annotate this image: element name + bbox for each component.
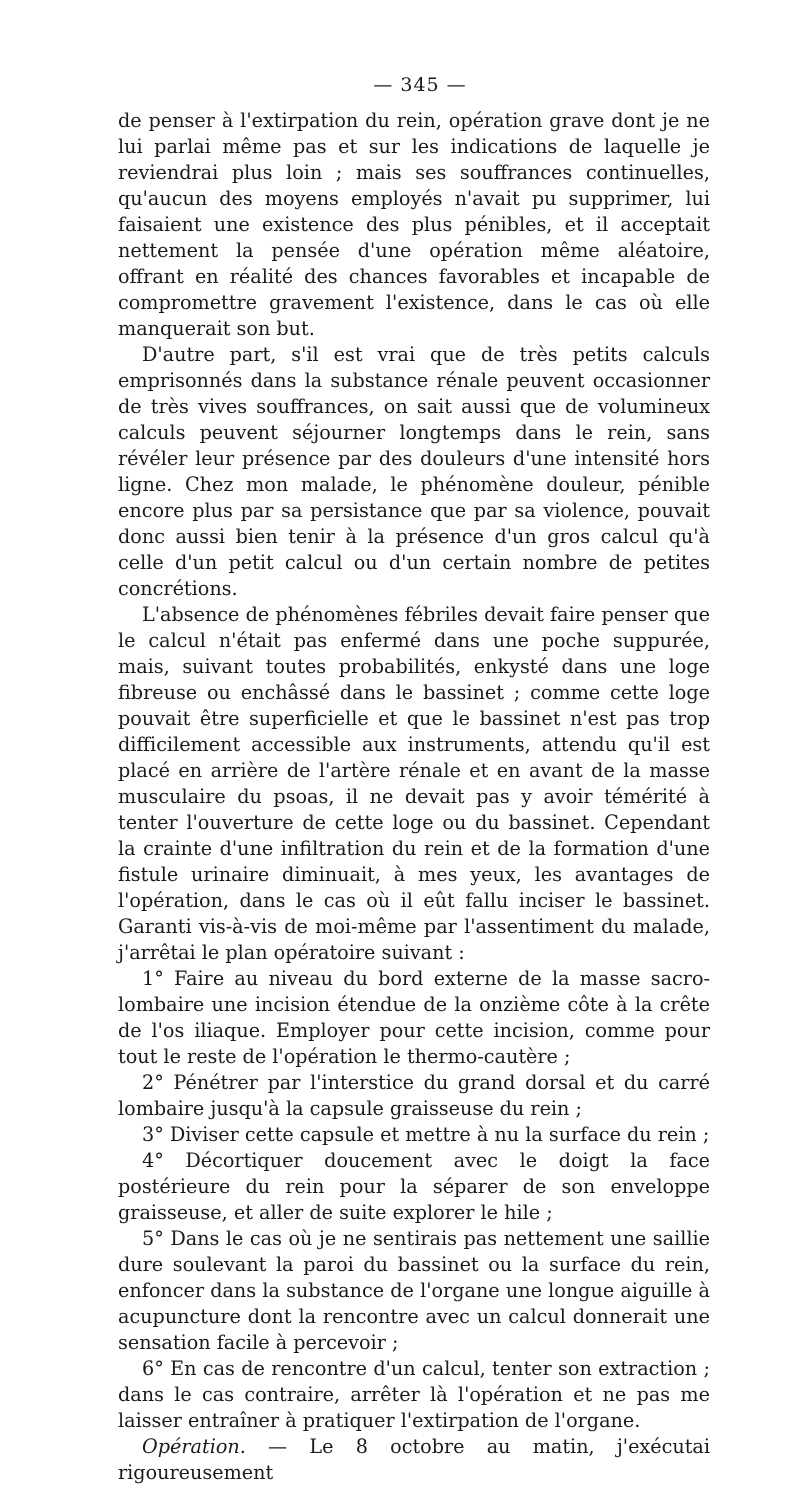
operation-text: — Le 8 octobre au matin, j'exécutai rigoureusement bbox=[118, 1435, 710, 1484]
paragraph-operation bbox=[118, 1434, 710, 1486]
step-6: 6° En cas de rencontre d'un calcul, tenter son extraction ; dans le cas contraire, arrêter là l'opération et ne pas me laisser entraîner à pratiquer l'extirpation de l'organe. bbox=[118, 1357, 710, 1432]
operation-label: Opération. bbox=[142, 1435, 246, 1458]
body-text bbox=[118, 108, 710, 1486]
step-4: 4° Décortiquer doucement avec le doigt la face postérieure du rein pour la séparer de son enveloppe graisseuse, et aller de suite explorer le hile ; bbox=[118, 1149, 710, 1224]
paragraph-calculs: D'autre part, s'il est vrai que de très petits calculs emprisonnés dans la substance rénale peuvent occasionner de très vives souffrances, on sait aussi que de volumineux calculs peuvent séjourner longtemps dans le rein, sans révéler leur présence par des douleurs d'une intensité hors ligne. Chez mon malade, le phénomène douleur, pénible encore plus par sa persistance que par sa violence, pouvait donc aussi bien tenir à la présence d'un gros calcul qu'à celle d'un petit calcul ou d'un certain nombre de petites concrétions. bbox=[118, 343, 710, 600]
page-number: — 345 — bbox=[373, 74, 467, 96]
paragraph-continuation: de penser à l'extirpation du rein, opération grave dont je ne lui parlai même pas et sur les indications de laquelle je reviendrai plus loin ; mais ses souffrances continuelles, qu'aucun des moyens employés n'avait pu supprimer, lui faisaient une existence des plus pénibles, et il acceptait nettement la pensée d'une opération même aléatoire, offrant en réalité des chances favorables et incapable de compromettre gravement l'existence, dans le cas où elle manquerait son but. bbox=[118, 109, 710, 340]
step-5: 5° Dans le cas où je ne sentirais pas nettement une saillie dure soulevant la paroi du bassinet ou la surface du rein, enfoncer dans la substance de l'organe une longue aiguille à acupuncture dont la rencontre avec un calcul donnerait une sensation facile à percevoir ; bbox=[118, 1227, 710, 1354]
step-1: 1° Faire au niveau du bord externe de la masse sacro-lombaire une incision étendue de la onzième côte à la crête de l'os iliaque. Employer pour cette incision, comme pour tout le reste de l'opération le thermo-cautère ; bbox=[118, 967, 710, 1068]
step-2: 2° Pénétrer par l'interstice du grand dorsal et du carré lombaire jusqu'à la capsule graisseuse du rein ; bbox=[118, 1071, 710, 1120]
paragraph-absence-fievre: L'absence de phénomènes fébriles devait faire penser que le calcul n'était pas enfermé dans une poche suppurée, mais, suivant toutes probabilités, enkysté dans une loge fibreuse ou enchâssé dans le bassinet ; comme cette loge pouvait être superficielle et que le bassinet n'est pas trop difficilement accessible aux instruments, attendu qu'il est placé en arrière de l'artère rénale et en avant de la masse musculaire du psoas, il ne devait pas y avoir témérité à tenter l'ouverture de cette loge ou du bassinet. Cependant la crainte d'une infiltration du rein et de la formation d'une fistule urinaire diminuait, à mes yeux, les avantages de l'opération, dans le cas où il eût fallu inciser le bassinet. Garanti vis-à-vis de moi-même par l'assentiment du malade, j'arrêtai le plan opératoire suivant : bbox=[118, 603, 710, 964]
step-3: 3° Diviser cette capsule et mettre à nu la surface du rein ; bbox=[142, 1123, 710, 1146]
